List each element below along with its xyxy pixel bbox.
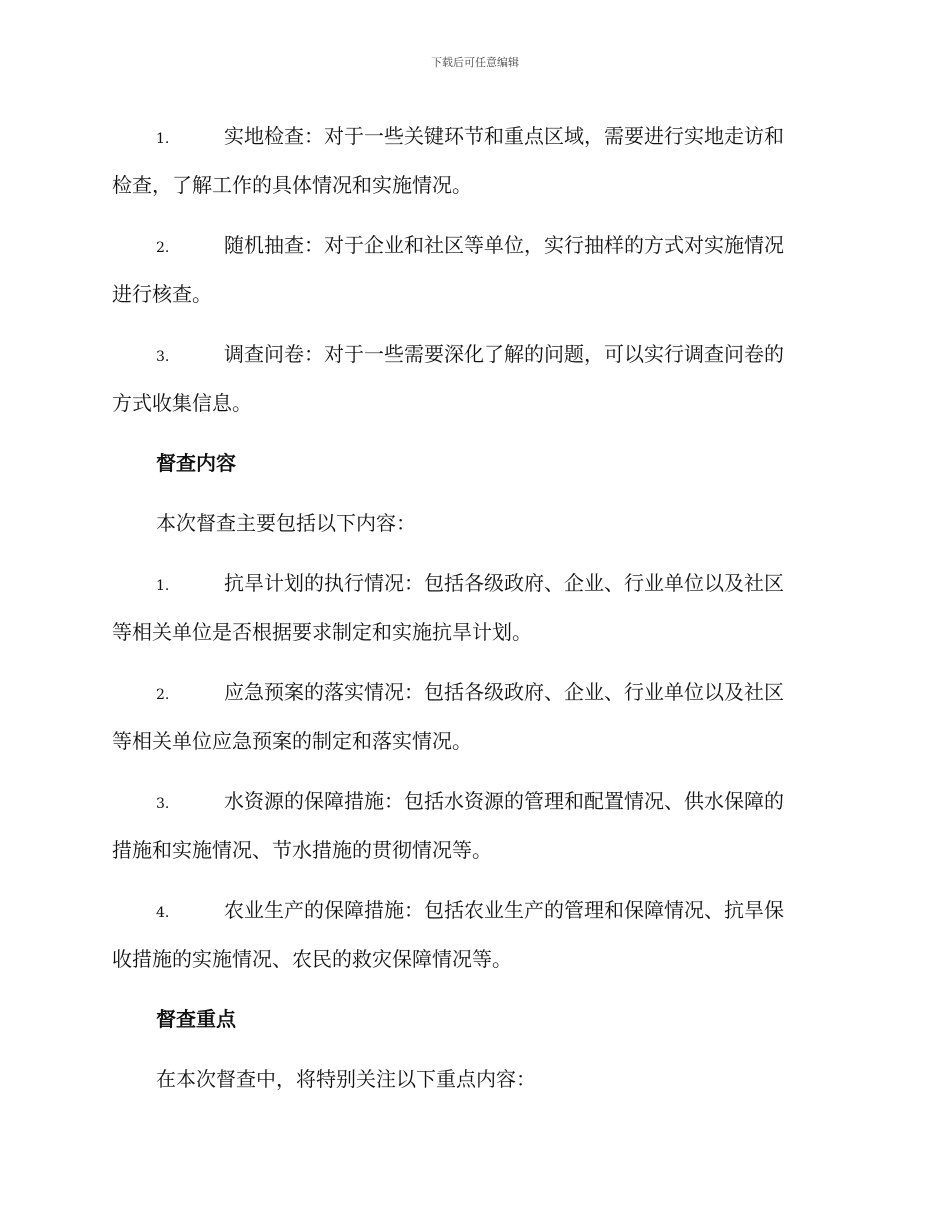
section-heading-focus: 督查重点 bbox=[156, 1007, 236, 1031]
list-text-line1: 调查问卷：对于一些需要深化了解的问题，可以实行调查问卷的 bbox=[224, 342, 784, 366]
list-item bbox=[112, 331, 834, 426]
list-number: 1. bbox=[156, 131, 170, 147]
list-item bbox=[112, 669, 834, 764]
list-item bbox=[112, 560, 834, 655]
list-text-line2: 等相关单位应急预案的制定和落实情况。 bbox=[112, 729, 472, 753]
list-text-line2: 检查，了解工作的具体情况和实施情况。 bbox=[112, 173, 472, 197]
list-item bbox=[112, 778, 834, 873]
list-text-line2: 方式收集信息。 bbox=[112, 391, 252, 415]
list-number: 3. bbox=[156, 796, 170, 812]
list-number: 2. bbox=[156, 240, 170, 256]
list-text-line2: 措施和实施情况、节水措施的贯彻情况等。 bbox=[112, 838, 492, 862]
list-number: 3. bbox=[156, 349, 170, 365]
list-text-line1: 应急预案的落实情况：包括各级政府、企业、行业单位以及社区 bbox=[224, 680, 784, 704]
section-intro-content: 本次督查主要包括以下内容： bbox=[156, 511, 416, 535]
list-item bbox=[112, 887, 834, 982]
list-text-line1: 水资源的保障措施：包括水资源的管理和配置情况、供水保障的 bbox=[224, 789, 784, 813]
document-body bbox=[112, 113, 834, 1116]
list-text-line2: 进行核查。 bbox=[112, 282, 212, 306]
section-heading-content: 督查内容 bbox=[156, 451, 236, 475]
list-number: 1. bbox=[156, 578, 170, 594]
list-number: 2. bbox=[156, 687, 170, 703]
list-item bbox=[112, 222, 834, 317]
page-header: 下载后可任意编辑 bbox=[431, 56, 519, 69]
list-text-line1: 实地检查：对于一些关键环节和重点区域，需要进行实地走访和 bbox=[224, 124, 784, 148]
list-text-line1: 抗旱计划的执行情况：包括各级政府、企业、行业单位以及社区 bbox=[224, 571, 784, 595]
list-text-line2: 等相关单位是否根据要求制定和实施抗旱计划。 bbox=[112, 620, 532, 644]
list-text-line1: 农业生产的保障措施：包括农业生产的管理和保障情况、抗旱保 bbox=[224, 898, 784, 922]
list-text-line2: 收措施的实施情况、农民的救灾保障情况等。 bbox=[112, 947, 512, 971]
list-text-line1: 随机抽查：对于企业和社区等单位，实行抽样的方式对实施情况 bbox=[224, 233, 784, 257]
section-intro-focus: 在本次督查中，将特别关注以下重点内容： bbox=[156, 1067, 536, 1091]
list-number: 4. bbox=[156, 905, 170, 921]
list-item bbox=[112, 113, 834, 208]
